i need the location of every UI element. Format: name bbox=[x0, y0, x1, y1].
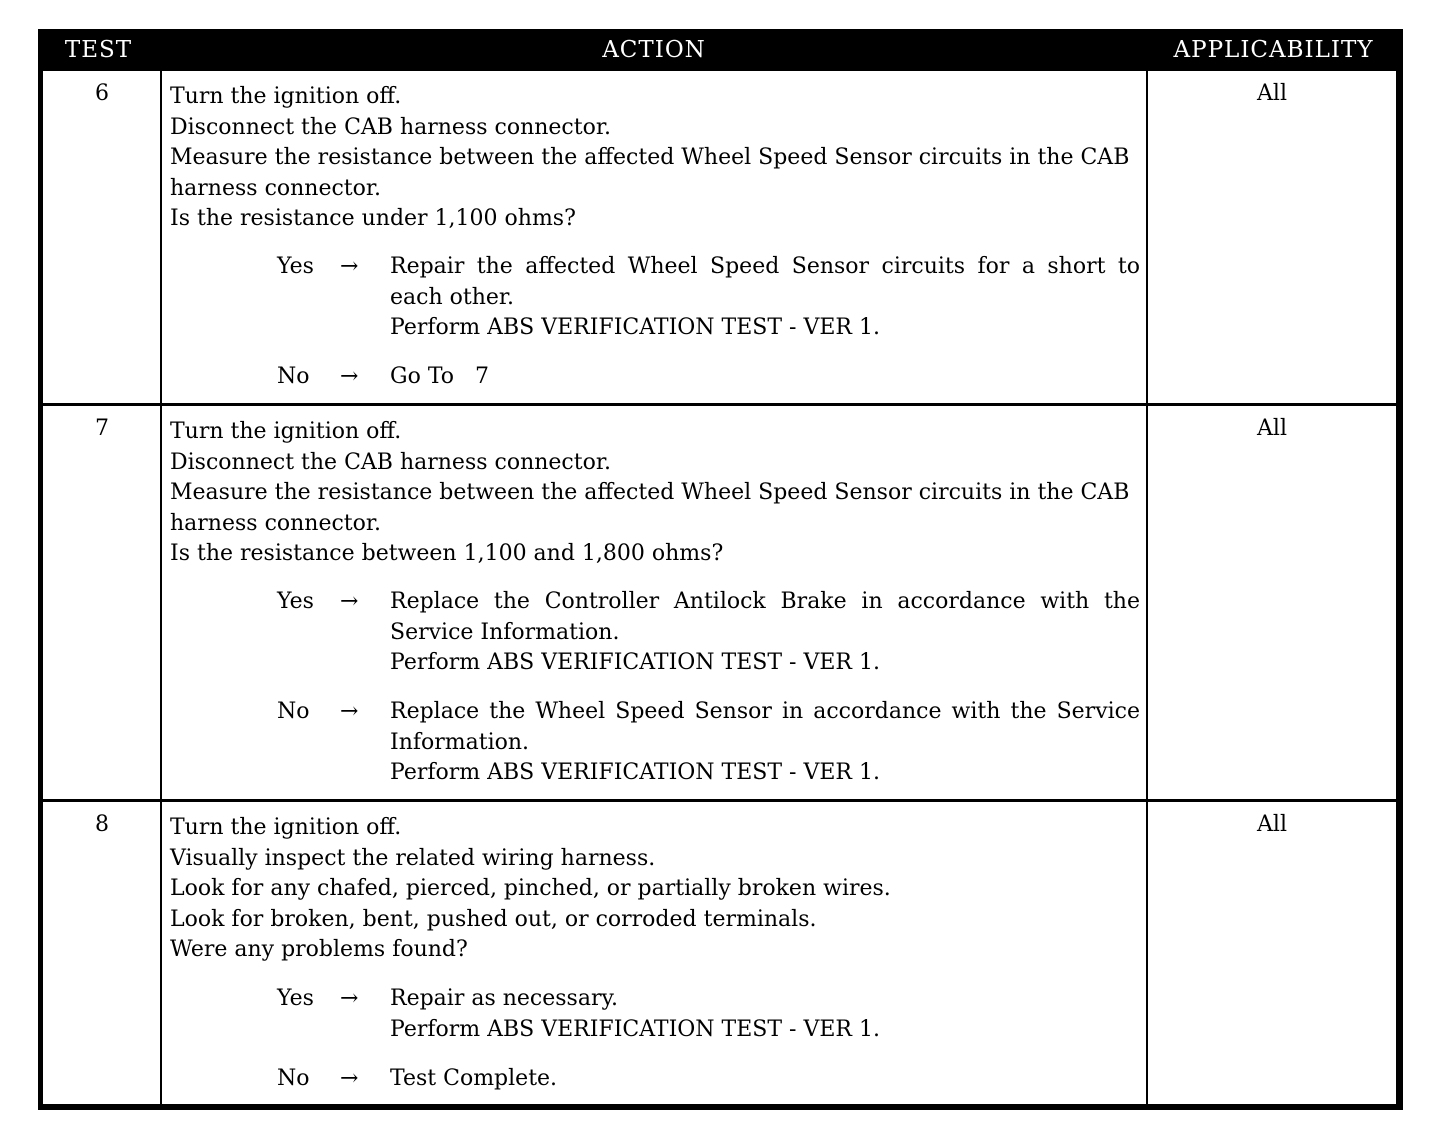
action-step: Turn the ignition off. bbox=[170, 419, 402, 444]
outcome-label: No bbox=[277, 364, 310, 389]
applicability-value: All bbox=[1257, 812, 1287, 837]
right-arrow-icon: → bbox=[340, 986, 359, 1011]
outcome-yes bbox=[162, 984, 1148, 1046]
outcome-line: Perform ABS VERIFICATION TEST - VER 1. bbox=[390, 760, 880, 785]
row-6-test-cell bbox=[43, 71, 160, 403]
outcome-text bbox=[390, 1064, 1140, 1095]
action-step: Visually inspect the related wiring harness. bbox=[170, 845, 656, 871]
action-step: Look for any chafed, pierced, pinched, or partially broken wires. bbox=[170, 876, 891, 901]
action-step: Measure the resistance between the affected Wheel Speed Sensor circuits in the CAB bbox=[170, 145, 1130, 170]
action-step: Measure the resistance between the affected Wheel Speed Sensor circuits in the CAB bbox=[170, 480, 1130, 505]
row-8-test-cell bbox=[43, 802, 160, 1104]
test-number: 7 bbox=[95, 416, 109, 441]
right-arrow-icon: → bbox=[340, 589, 359, 614]
outcome-label: Yes bbox=[277, 589, 314, 614]
diagnostic-table bbox=[38, 29, 1403, 1110]
outcome-no bbox=[162, 1064, 1148, 1095]
outcome-line: Perform ABS VERIFICATION TEST - VER 1. bbox=[390, 315, 880, 340]
outcome-text bbox=[390, 587, 1140, 679]
row-6-applicability-cell bbox=[1148, 71, 1396, 403]
right-arrow-icon: → bbox=[340, 1066, 359, 1091]
action-steps bbox=[170, 417, 1140, 570]
outcome-yes bbox=[162, 587, 1148, 679]
outcome-line: Perform ABS VERIFICATION TEST - VER 1. bbox=[390, 650, 880, 675]
action-step: Look for broken, bent, pushed out, or corroded terminals. bbox=[170, 906, 817, 932]
outcome-line: each other. bbox=[390, 284, 514, 310]
action-step: Is the resistance under 1,100 ohms? bbox=[170, 206, 576, 231]
header-test: TEST bbox=[64, 37, 133, 63]
table-header bbox=[38, 29, 1403, 69]
row-7-test-cell bbox=[43, 406, 160, 799]
action-step: harness connector. bbox=[170, 175, 381, 201]
applicability-value: All bbox=[1257, 416, 1287, 441]
row-8-action-cell bbox=[162, 802, 1146, 1104]
right-arrow-icon: → bbox=[340, 699, 359, 724]
outcome-label: Yes bbox=[277, 986, 314, 1011]
outcome-label: No bbox=[277, 1066, 310, 1091]
outcome-no bbox=[162, 697, 1148, 789]
outcome-line: Go To 7 bbox=[390, 364, 489, 389]
action-steps bbox=[170, 82, 1140, 235]
action-step: Is the resistance between 1,100 and 1,800 ohms? bbox=[170, 541, 724, 566]
header-action: ACTION bbox=[602, 37, 706, 63]
outcome-text bbox=[390, 252, 1140, 344]
outcome-text bbox=[390, 697, 1140, 789]
outcome-line: Information. bbox=[390, 729, 530, 755]
outcome-line: Perform ABS VERIFICATION TEST - VER 1. bbox=[390, 1016, 880, 1042]
outcome-line: Replace the Wheel Speed Sensor in accordance with the Service bbox=[390, 699, 1140, 724]
row-8-applicability-cell bbox=[1148, 802, 1396, 1104]
outcome-line: Replace the Controller Antilock Brake in accordance with the bbox=[390, 589, 1140, 614]
right-arrow-icon: → bbox=[340, 364, 359, 389]
outcome-text bbox=[390, 362, 1140, 393]
outcome-text bbox=[390, 984, 1140, 1045]
outcome-yes bbox=[162, 252, 1148, 344]
right-arrow-icon: → bbox=[340, 254, 359, 279]
outcome-line: Repair the affected Wheel Speed Sensor circuits for a short to bbox=[390, 254, 1140, 279]
outcome-line: Service Information. bbox=[390, 619, 620, 645]
action-step: harness connector. bbox=[170, 510, 381, 536]
outcome-no bbox=[162, 362, 1148, 393]
action-step: Disconnect the CAB harness connector. bbox=[170, 114, 611, 140]
row-6-action-cell bbox=[162, 71, 1146, 403]
outcome-label: Yes bbox=[277, 254, 314, 279]
action-step: Were any problems found? bbox=[170, 937, 468, 962]
action-steps bbox=[170, 813, 1140, 966]
row-7-applicability-cell bbox=[1148, 406, 1396, 799]
row-7-action-cell bbox=[162, 406, 1146, 799]
action-step: Turn the ignition off. bbox=[170, 815, 402, 840]
applicability-value: All bbox=[1257, 81, 1287, 106]
action-step: Turn the ignition off. bbox=[170, 84, 402, 109]
outcome-line: Test Complete. bbox=[390, 1066, 558, 1091]
test-number: 6 bbox=[95, 81, 109, 106]
outcome-label: No bbox=[277, 699, 310, 724]
outcome-line: Repair as necessary. bbox=[390, 986, 618, 1011]
header-applicability: APPLICABILITY bbox=[1173, 37, 1374, 63]
test-number: 8 bbox=[95, 812, 109, 837]
action-step: Disconnect the CAB harness connector. bbox=[170, 449, 611, 475]
